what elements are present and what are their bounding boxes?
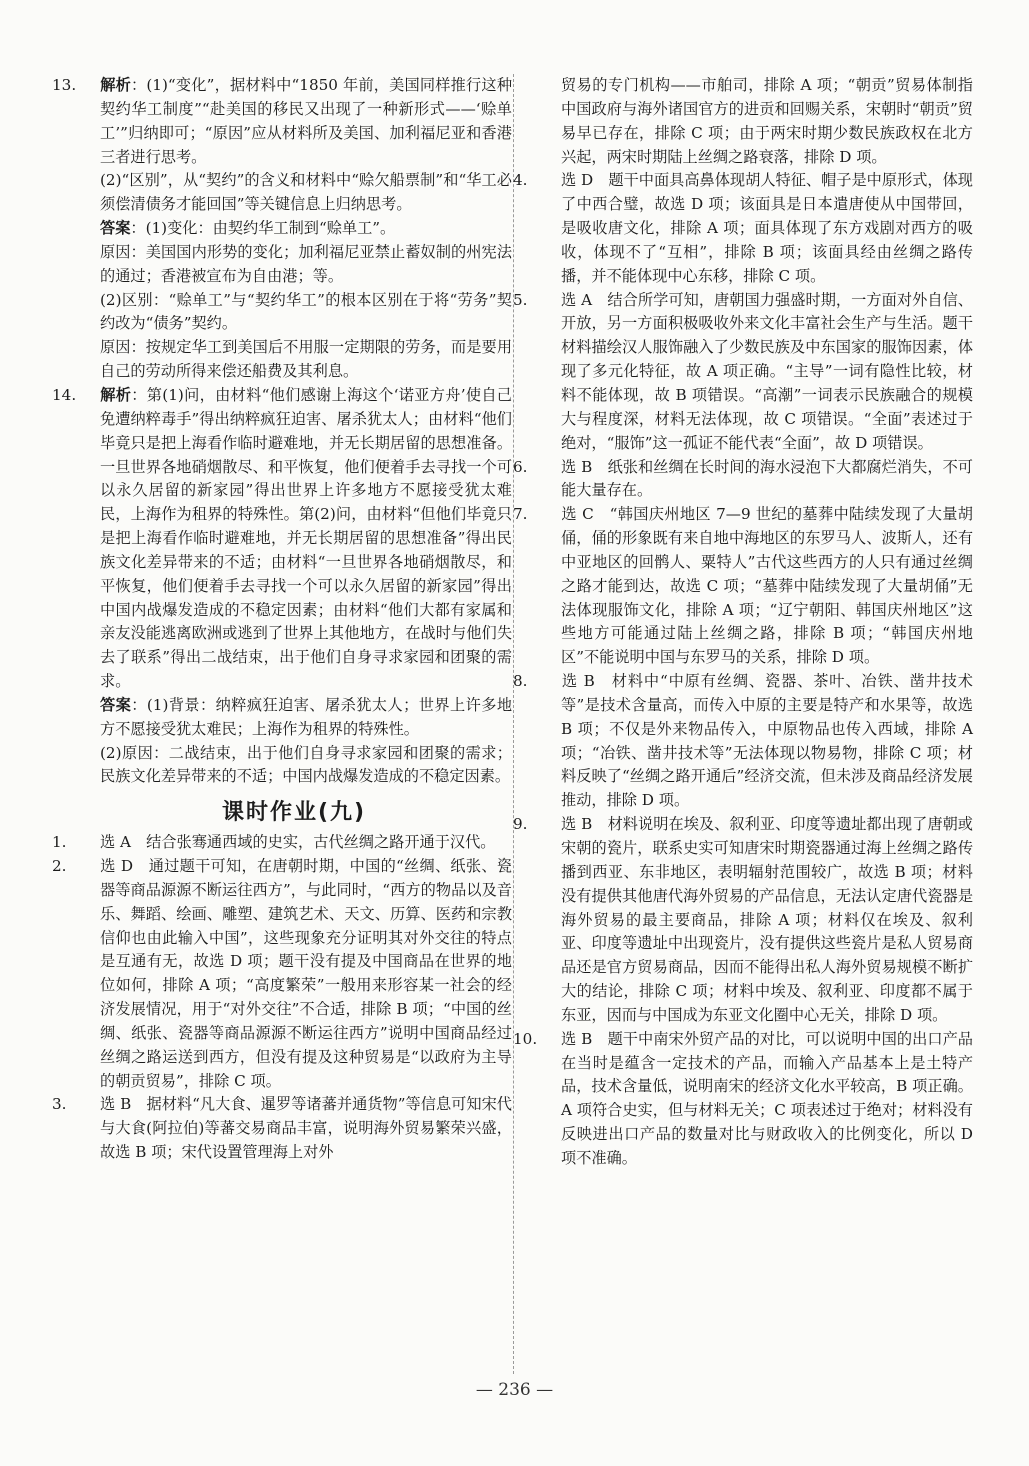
item-text: 选 A 结合张骞通西域的史实，古代丝绸之路开通于汉代。 bbox=[100, 833, 496, 852]
item-text: 选 B 材料中“中原有丝绸、瓷器、茶叶、冶铁、凿井技术等”是技术含量高，而传入中原的主要是特产和水果等，故选 B 项；不仅是外来物品传入，中原物品也传入西域，排除 A 项；“冶铁、凿井技术等”无法体现以物易物，排除 C 项；材料反映了“丝绸之路开通后”经济交流，但未涉及商品经济发展推动，排除 D 项。 bbox=[561, 672, 973, 810]
item-text: 选 B 材料说明在埃及、叙利亚、印度等遗址都出现了唐朝或宋朝的瓷片，联系史实可知唐宋时期瓷器通过海上丝绸之路传播到西亚、东非地区，表明辐射范围较广，故选 B 项；材料没有提供其他唐代海外贸易的产品信息，无法认定唐代瓷器是海外贸易的最主要商品，排除 A 项；材料仅在埃及、叙利亚、印度等遗址中出现瓷片，没有提供这些瓷片是私人贸易商品还是官方贸易商品，因而不能得出私人海外贸易规模不断扩大的结论，排除 C 项；材料中埃及、叙利亚、印度都不属于东亚，因而与中国成为东亚文化圈中心无关，排除 D 项。 bbox=[561, 815, 973, 1024]
item-number: 7. bbox=[513, 505, 528, 524]
item-text: 选 B 纸张和丝绸在长时间的海水浸泡下大都腐烂消失，不可能大量存在。 bbox=[561, 457, 973, 500]
answer-label: 答案 bbox=[100, 695, 132, 714]
item-text: 选 D 题干中面具高鼻体现胡人特征、帽子是中原形式，体现了中西合璧，故选 D 项；该面具是日本遣唐使从中国带回，是吸收唐文化，排除 A 项；面具体现了东方戏剧对西方的吸收，体现不了“互相”，排除 B 项；该面具经由丝绸之路传播，并不能体现中心东移，排除 C 项。 bbox=[561, 171, 973, 285]
item-number: 4. bbox=[513, 171, 528, 190]
item-text: 选 B 题干中南宋外贸产品的对比，可以说明中国的出口产品在当时是蕴含一定技术的产品，而输入产品基本上是土特产品，技术含量低，说明南宋的经济文化水平较高，B 项正确。A 项符合史实，但与材料无关；C 项表述过于绝对；材料没有反映进出口产品的数量对比与财政收入的比例变化，所以 D 项不准确。 bbox=[561, 1029, 973, 1167]
item-number: 13. bbox=[52, 76, 77, 94]
analysis-label: 解析 bbox=[100, 76, 131, 94]
item-number: 5. bbox=[513, 290, 528, 309]
right-column bbox=[513, 74, 973, 1171]
item-number: 9. bbox=[513, 815, 528, 834]
answer-item-10 bbox=[513, 1028, 973, 1171]
answer-item-9 bbox=[513, 813, 973, 1028]
item-number: 14. bbox=[52, 385, 77, 404]
analysis-text-2: (2)“区别”，从“契约”的含义和材料中“赊欠船票制”和“华工必须偿清债务才能回国”等关键信息上归纳思考。 bbox=[100, 171, 512, 214]
answer-text-2: 原因：美国国内形势的变化；加利福尼亚禁止蓄奴制的州宪法的通过；香港被宣布为自由港；等。 bbox=[100, 242, 512, 285]
item-number: 8. bbox=[513, 672, 528, 691]
item-text: 选 B 据材料“凡大食、暹罗等诸蕃并通货物”等信息可知宋代与大食(阿拉伯)等蕃交易商品丰富，说明海外贸易繁荣兴盛，故选 B 项；宋代设置管理海上对外 bbox=[100, 1095, 512, 1162]
item-number: 6. bbox=[513, 457, 528, 476]
answer-item-14 bbox=[52, 384, 513, 789]
answer-item-5 bbox=[513, 289, 973, 456]
analysis-text: ：第(1)问，由材料“他们感谢上海这个‘诺亚方舟’使自己免遭纳粹毒手”得出纳粹疯狂迫害、屠杀犹太人；由材料“他们毕竟只是把上海看作临时避难地，并无长期居留的思想准备。一旦世界各地硝烟散尽、和平恢复，他们便着手去寻找一个可以永久居留的新家园”得出世界上许多地方不愿接受犹太难民，上海作为租界的特殊性。第(2)问，由材料“但他们毕竟只是把上海看作临时避难地，并无长期居留的思想准备”得出民族文化差异带来的不适；由材料“一旦世界各地硝烟散尽，和平恢复，他们便着手去寻找一个可以永久居留的新家园”得出中国内战爆发造成的不稳定因素；由材料“他们大都有家属和亲友没能逃离欧洲或逃到了世界上其他地方，在战时与他们失去了联系”得出二战结束，出于他们自身寻求家园和团聚的需求。 bbox=[100, 385, 512, 691]
answer-item-2 bbox=[52, 855, 512, 1093]
answer-item-3-continued: 贸易的专门机构——市舶司，排除 A 项；“朝贡”贸易体制指中国政府与海外诸国官方的进贡和回赐关系，宋朝时“朝贡”贸易早已存在，排除 C 项；由于两宋时期少数民族政权在北方兴起，两宋时期陆上丝绸之路衰落，排除 D 项。 bbox=[561, 76, 973, 166]
analysis-label: 解析 bbox=[100, 385, 132, 404]
answer-item-13 bbox=[52, 74, 513, 384]
item-text: 选 C “韩国庆州地区 7—9 世纪的墓葬中陆续发现了大量胡俑，俑的形象既有来自地中海地区的东罗马人、波斯人，还有中亚地区的回鹘人、粟特人”古代这些西方的人只有通过丝绸之路才能到达，故选 C 项；“墓葬中陆续发现了大量胡俑”无法体现服饰文化，排除 A 项；“辽宁朝阳、韩国庆州地区”这些地方可能通过陆上丝绸之路，排除 B 项；“韩国庆州地区”不能说明中国与东罗马的关系，排除 D 项。 bbox=[561, 505, 973, 667]
answer-text: ：(1)背景：纳粹疯狂迫害、屠杀犹太人；世界上许多地方不愿接受犹太难民；上海作为租界的特殊性。 bbox=[100, 695, 513, 738]
answer-item-7 bbox=[513, 503, 973, 670]
item-number: 1. bbox=[52, 833, 67, 852]
answer-item-4 bbox=[513, 169, 973, 288]
item-text: 选 D 通过题干可知，在唐朝时期，中国的“丝绸、纸张、瓷器等商品源源不断运往西方”，与此同时，“西方的物品以及音乐、舞蹈、绘画、雕塑、建筑艺术、天文、历算、医药和宗教信仰也由此输入中国”，这些现象充分证明其对外交往的特点是互通有无，故选 D 项；题干没有提及中国商品在世界的地位如何，排除 A 项；“高度繁荣”一般用来形容某一社会的经济发展情况，用于“对外交往”不合适，排除 B 项；“中国的丝绸、纸张、瓷器等商品源源不断运往西方”说明中国商品经过丝绸之路运送到西方，但没有提及这种贸易是“以政府为主导的朝贡贸易”，排除 C 项。 bbox=[100, 857, 512, 1090]
page-number: — 236 — bbox=[475, 1380, 554, 1400]
answer-text: ：(1)变化：由契约华工制到“赊单工”。 bbox=[130, 219, 396, 238]
item-number: 2. bbox=[52, 857, 67, 875]
section-title: 课时作业(九) bbox=[221, 800, 367, 826]
answer-text-4: 原因：按规定华工到美国后不用服一定期限的劳务，而是要用自己的劳动所得来偿还船费及其利息。 bbox=[100, 338, 512, 381]
answer-item-8 bbox=[513, 670, 973, 813]
item-number: 10. bbox=[513, 1029, 538, 1048]
answer-item-6 bbox=[513, 456, 973, 504]
column-divider bbox=[513, 74, 514, 1374]
left-column bbox=[52, 74, 513, 1165]
analysis-text: ：(1)“变化”，据材料中“1850 年前，美国同样推行这种契约华工制度”“赴美国的移民又出现了一种新形式——‘赊单工’”归纳即可；“原因”应从材料所及美国、加利福尼亚和香港三者进行思考。 bbox=[100, 76, 513, 166]
item-number: 3. bbox=[52, 1095, 67, 1114]
item-text: 选 A 结合所学可知，唐朝国力强盛时期，一方面对外自信、开放，另一方面积极吸收外来文化丰富社会生产与生活。题干材料描绘汉人服饰融入了少数民族及中东国家的服饰因素，体现了多元化特征，故 A 项正确。“主导”一词有隐性比较，材料不能体现，故 B 项错误。“高潮”一词表示民族融合的规模大与程度深，材料无法体现，故 C 项错误。“全面”表述过于绝对，“服饰”这一孤证不能代表“全面”，故 D 项错误。 bbox=[561, 290, 973, 452]
answer-text-2: (2)原因：二战结束，出于他们自身寻求家园和团聚的需求；民族文化差异带来的不适；中国内战爆发造成的不稳定因素。 bbox=[100, 743, 512, 786]
answer-item-3 bbox=[52, 1093, 512, 1165]
answer-text-3: (2)区别：“赊单工”与“契约华工”的根本区别在于将“劳务”契约改为“债务”契约。 bbox=[100, 290, 512, 333]
answer-item-1 bbox=[52, 831, 512, 855]
answer-label: 答案 bbox=[100, 219, 131, 238]
